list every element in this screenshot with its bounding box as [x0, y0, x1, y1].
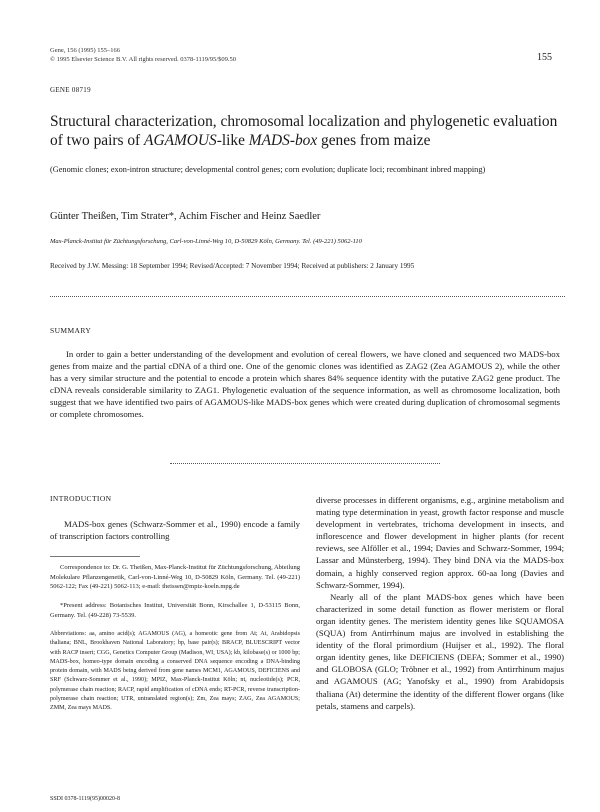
- introduction-heading: INTRODUCTION: [50, 494, 112, 503]
- introduction-paragraph: MADS-box genes (Schwarz-Sommer et al., 1990) encode a family of transcription factors controlling: [50, 519, 300, 541]
- affiliation: Max-Planck-Institut für Züchtungsforschung, Carl-von-Linné-Weg 10, D-50829 Köln, Germany. Tel. (49-221) 5062-110: [50, 238, 362, 245]
- title-text-2: -like: [216, 132, 249, 149]
- article-code: GENE 08719: [50, 86, 91, 94]
- authors: Günter Theißen, Tim Strater*, Achim Fischer and Heinz Saedler: [50, 211, 321, 222]
- journal-citation: Gene, 156 (1995) 155–166: [50, 47, 121, 54]
- received-dates: Received by J.W. Messing: 18 September 1994; Revised/Accepted: 7 November 1994; Received at publishers: 2 January 1995: [50, 262, 415, 270]
- present-address-footnote: *Present address: Botanisches Institut, Universität Bonn, Kirschallee 1, D-53115 Bonn, Germany. Tel. (49-228) 73-5539.: [50, 602, 300, 619]
- summary-heading: SUMMARY: [50, 326, 92, 335]
- divider-top: [50, 296, 565, 297]
- divider-summary: [170, 463, 440, 464]
- correspondence-footnote: Correspondence to: Dr. G. Theißen, Max-Planck-Institut für Züchtungsforschung, Abteilung Molekulare Pflanzengenetik, Carl-von-Linné-Weg 10, D-50829 Köln, Germany. Tel. (49-221) 5062-122; Fax (49-221) 5062-113; e-mail: theissen@mpiz-koeln.mpg.de: [50, 564, 300, 591]
- title-text-1: Structural characterization, chromosomal localization and phylogenetic evaluation of two pairs of: [50, 113, 558, 149]
- title-italic-2: MADS-box: [248, 132, 318, 149]
- right-paragraph-1: diverse processes in different organisms, e.g., arginine metabolism and mating type determination in yeast, growth factor response and muscle development in vertebrates, trichoma development in insects, and inflorescence and flower development in higher plants (for recent reviews, see Alföller et al., 1994; Davies and Schwarz-Sommer, 1994; Lassar and Münsterberg, 1994). They bind DNA via the MADS-box domain, a highly conserved region approx. 60-aa long (Davies and Schwarz-Sommer, 1994).: [316, 495, 564, 590]
- journal-header: [50, 46, 236, 64]
- issn-footer: SSDI 0378-1119(95)00020-8: [50, 796, 121, 802]
- title-italic-1: AGAMOUS: [144, 132, 217, 149]
- summary-text: In order to gain a better understanding of the development and evolution of cereal flowers, we have cloned and sequenced two MADS-box genes from maize and the partial cDNA of a third one. One of the genomic clones was identified as ZAG2 (Zea AGAMOUS 2), while the other has a very similar structure and the potential to encode a protein which shares 84% sequence identity with the putative ZAG2 gene product. The cDNA reveals considerable similarity to ZAG1. Phylogenetic evaluation of the sequence information, as well as chromosome localization, both suggest that we have identified two pairs of AGAMOUS-like MADS-box genes which were created during duplication of chromosomal segments or complete chromosomes.: [50, 349, 560, 420]
- footnote-rule: [50, 556, 140, 557]
- right-column: [316, 494, 564, 712]
- copyright-line: © 1995 Elsevier Science B.V. All rights reserved. 0378-1119/95/$09.50: [50, 56, 236, 63]
- title-text-3: genes from maize: [317, 132, 431, 149]
- page-number: 155: [537, 52, 552, 63]
- keywords: (Genomic clones; exon-intron structure; developmental control genes; corn evolution; duplicate loci; recombinant inbred mapping): [50, 165, 486, 174]
- paper-title: [50, 112, 560, 150]
- right-paragraph-2: Nearly all of the plant MADS-box genes which have been characterized in some detail function as flower meristem or floral organ identity genes. The meristem identity genes like SQUAMOSA (SQUA) from Antirrhinum majus are involved in establishing the identity of the floral primordium (Huijser et al., 1992). The floral organ identity genes, like DEFICIENS (DEFA; Sommer et al., 1990) and GLOBOSA (GLO; Tröbner et al., 1992) from Antirrhinum majus and AGAMOUS (AG; Yanofsky et al., 1990) from Arabidopsis thaliana (At) determine the identity of the different flower organs (like petals, stamens and carpels).: [316, 591, 564, 711]
- abbreviations-footnote: Abbreviations: aa, amino acid(s); AGAMOUS (AG), a homeotic gene from At; At, Arabidopsis thaliana; BNL, Brookhaven National Laboratory; bp, base pair(s); BRACP, BLUESCRIPT vector with RACP insert; CGG, Genetics Computer Group (Madison, WI, USA); kb, kilobase(s) or 1000 bp; MADS-box, homeo-type domain encoding a conserved DNA sequence encoding a DNA-binding protein domain, with MADS being derived from gene names MCM1, AGAMOUS, DEFICIENS and SRF (Schwarz-Sommer et al., 1990); MPIZ, Max-Planck-Institut Köln; nt, nucleotide(s); PCR, polymerase chain reaction; RACP, rapid amplification of cDNA ends; RT-PCR, reverse transcription-polymerase chain reaction; UTR, untranslated region(s); Zm, Zea mays; ZAG, Zea AGAMOUS; ZMM, Zea mays MADS.: [50, 631, 300, 712]
